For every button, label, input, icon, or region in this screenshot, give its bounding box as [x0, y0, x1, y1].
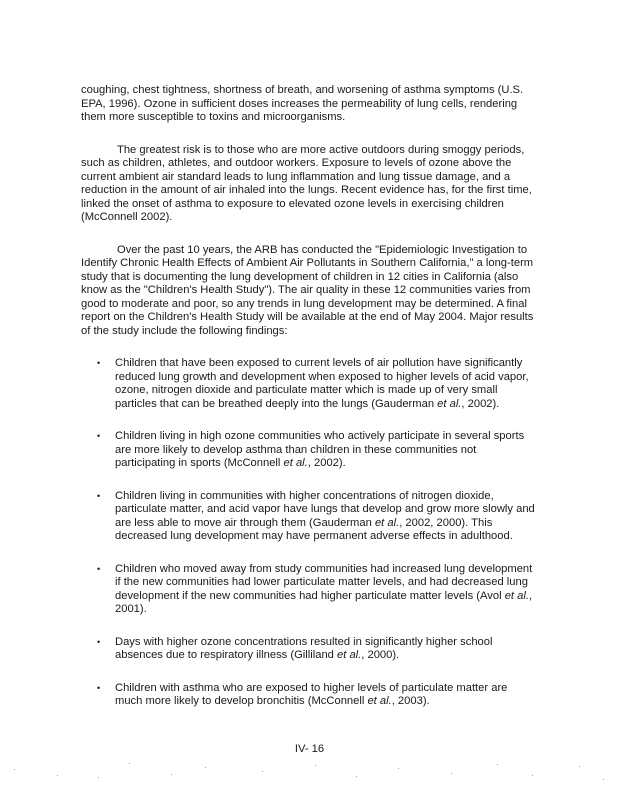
- findings-list: [81, 357, 537, 709]
- scan-speck: [451, 773, 452, 774]
- scan-speck: [262, 771, 263, 772]
- finding-text-end: , 2002).: [461, 397, 500, 410]
- bullet-icon: •: [97, 490, 101, 501]
- bullet-icon: •: [97, 431, 101, 441]
- finding-text-end: , 2002, 2000). This decreased lung development may have permanent adverse effects in adulthood.: [115, 516, 513, 542]
- et-al: et al.: [337, 649, 362, 661]
- finding-text: Children living in high ozone communities who actively participate in several sports are more likely to develop asthma than children in these communities not participating in sports (McConnell: [115, 430, 525, 469]
- finding-text: Children who moved away from study communities had increased lung development if the new communities had lower particulate matter levels, and had decreased lung development if the new communities had higher particulate matter levels (Avol: [115, 562, 533, 602]
- scan-speck: [603, 779, 604, 780]
- finding-item: [81, 636, 537, 663]
- et-al: et al.: [283, 457, 308, 469]
- scan-speck: [356, 776, 357, 777]
- finding-item: [81, 490, 537, 544]
- paragraph-childrens-health-study: Over the past 10 years, the ARB has conducted the "Epidemiologic Investigation to Identify Chronic Health Effects of Ambient Air Pollutants in Southern California," a long-term study that is documenting the lung development of children in 12 cities in California (also know as the "Children's Health Study"). The air quality in these 12 communities varies from good to moderate and poor, so any trends in lung development may be determined. A final report on the Children's Health Study will be available at the end of May 2004. Major results of the study include the following findings:: [81, 243, 534, 337]
- scan-speck: [98, 777, 99, 778]
- finding-item: [81, 682, 537, 709]
- scan-speck: [398, 768, 399, 769]
- bullet-icon: •: [97, 636, 101, 647]
- finding-item: [81, 563, 537, 617]
- scan-noise: [0, 755, 619, 785]
- et-al: et al.: [367, 695, 392, 707]
- scan-speck: [171, 774, 172, 775]
- finding-text: Children with asthma who are exposed to higher levels of particulate matter are much more likely to develop bronchitis (McConnell: [115, 681, 508, 707]
- finding-item: [81, 357, 537, 411]
- finding-text-end: , 2002).: [307, 457, 346, 469]
- paragraph-greatest-risk: The greatest risk is to those who are more active outdoors during smoggy periods, such as children, athletes, and outdoor workers. Exposure to levels of ozone above the current ambient air standard leads to lung inflammation and lung tissue damage, and a reduction in the amount of air inhaled into the lungs. Recent evidence has, for the first time, linked the onset of asthma to exposure to elevated ozone levels in exercising children (McConnell 2002).: [81, 143, 532, 223]
- page-number: IV- 16: [294, 743, 325, 755]
- finding-text-end: , 2001).: [115, 589, 533, 615]
- finding-text: Children living in communities with higher concentrations of nitrogen dioxide, particulate matter, and acid vapor have lungs that develop and grow more slowly and are less able to move air through them (Gauderman: [115, 489, 535, 529]
- scan-speck: [579, 766, 580, 767]
- finding-text: Days with higher ozone concentrations resulted in significantly higher school absences due to respiratory illness (Gilliland: [115, 635, 493, 661]
- et-al: et al.: [374, 516, 400, 529]
- bullet-icon: •: [97, 682, 101, 693]
- scan-speck: [14, 769, 15, 770]
- scan-speck: [497, 764, 498, 765]
- scan-speck: [532, 775, 533, 776]
- et-al: et al.: [504, 589, 529, 602]
- scan-speck: [205, 767, 206, 768]
- scan-speck: [129, 763, 130, 764]
- finding-text-end: , 2003).: [391, 695, 430, 707]
- bullet-icon: •: [97, 358, 101, 368]
- paragraph-ozone-effects: coughing, chest tightness, shortness of breath, and worsening of asthma symptoms (U.S. EPA, 1996). Ozone in sufficient doses increases the permeability of lung cells, rendering them more susceptible to toxins and microorganisms.: [81, 84, 524, 123]
- bullet-icon: •: [97, 563, 101, 574]
- finding-text-end: , 2000).: [361, 649, 400, 661]
- et-al: et al.: [437, 397, 462, 410]
- finding-item: [81, 430, 537, 471]
- finding-text: Children that have been exposed to current levels of air pollution have significantly reduced lung growth and development when exposed to higher levels of acid vapor, ozone, nitrogen dioxide and particulate matter which is made up of very small particles that can be breathed deeply into the lungs (Gauderman: [115, 357, 529, 410]
- page-body: [81, 84, 537, 728]
- scan-speck: [315, 765, 316, 766]
- scan-speck: [57, 775, 58, 776]
